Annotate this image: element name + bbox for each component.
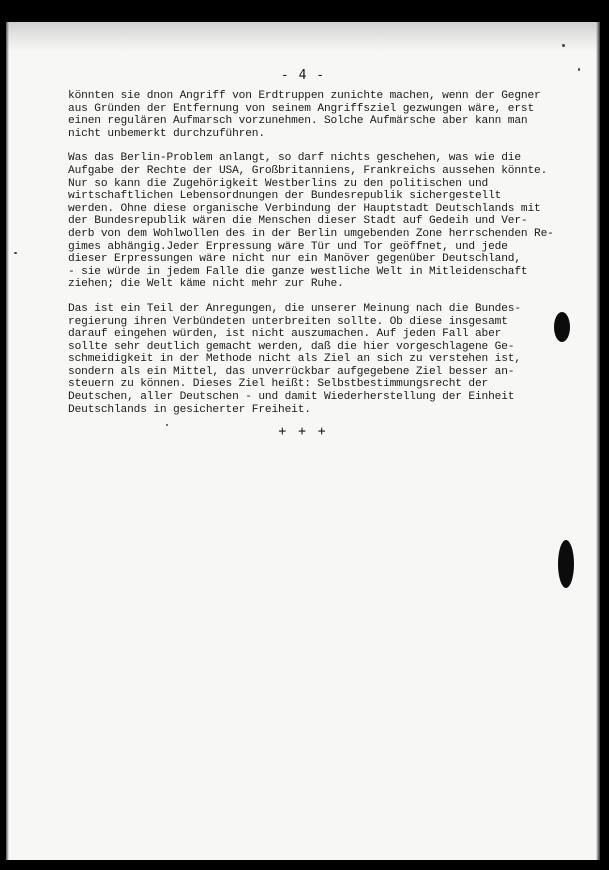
text-line: einen regulären Aufmarsch vorzunehmen. Solche Aufmärsche aber kann man	[68, 115, 528, 128]
text-line: ziehen; die Welt käme nicht mehr zur Ruhe.	[68, 278, 344, 291]
text-line: werden. Ohne diese organische Verbindung der Hauptstadt Deutschlands mit	[68, 202, 541, 215]
body-text	[68, 90, 588, 428]
text-line: wirtschaftlichen Lebensordnungen der Bundesrepublik sichergestellt	[68, 190, 502, 203]
scan-speck	[14, 252, 17, 254]
text-line: Deutschlands in gesicherter Freiheit.	[68, 403, 311, 416]
text-line: derb von dem Wohlwollen des in der Berlin umgebenden Zone herrschenden Re-	[68, 227, 554, 240]
text-line: Nur so kann die Zugehörigkeit Westberlins zu den politischen und	[68, 177, 489, 190]
page-number: - 4 -	[280, 68, 326, 83]
scan-speck	[562, 44, 565, 47]
paragraph-1	[68, 90, 588, 140]
text-line: sondern als ein Mittel, das unverrückbar aufgegebene Ziel besser an-	[68, 365, 515, 378]
scan-speck	[166, 424, 168, 426]
scan-speck	[578, 68, 580, 71]
text-line: - sie würde in jedem Falle die ganze westliche Welt in Mitleidenschaft	[68, 265, 528, 278]
document-page	[6, 22, 600, 860]
text-line: Das ist ein Teil der Anregungen, die unserer Meinung nach die Bundes-	[68, 302, 521, 315]
text-line: aus Gründen der Entfernung von seinem Angriffsziel gezwungen wäre, erst	[68, 102, 535, 115]
text-line: gimes abhängig.Jeder Erpressung wäre Tür und Tor geöffnet, und jede	[68, 240, 508, 253]
paragraph-3	[68, 303, 588, 416]
end-mark: + + +	[278, 424, 328, 439]
scan-top-band	[6, 22, 600, 52]
text-line: steuern zu können. Dieses Ziel heißt: Selbstbestimmungsrecht der	[68, 378, 489, 391]
scan-left-edge	[6, 22, 9, 860]
punch-hole-mark	[558, 540, 574, 588]
paragraph-2	[68, 152, 588, 291]
text-line: regierung ihren Verbündeten unterbreiten sollte. Ob diese insgesamt	[68, 315, 508, 328]
text-line: darauf eingehen würden, ist nicht auszumachen. Auf jeden Fall aber	[68, 328, 502, 341]
text-line: Was das Berlin-Problem anlangt, so darf nichts geschehen, was wie die	[68, 152, 521, 165]
punch-hole-mark	[554, 312, 570, 342]
text-line: Deutschen, aller Deutschen - und damit Wiederherstellung der Einheit	[68, 391, 515, 404]
scan-right-edge	[596, 22, 600, 860]
text-line: dieser Erpressungen wäre nicht nur ein Manöver gegenüber Deutschland,	[68, 253, 521, 266]
text-line: schmeidigkeit in der Methode nicht als Ziel an sich zu verstehen ist,	[68, 353, 521, 366]
text-line: könnten sie dnon Angriff von Erdtruppen zunichte machen, wenn der Gegner	[68, 90, 541, 102]
text-line: nicht unbemerkt durchzuführen.	[68, 127, 265, 140]
text-line: der Bundesrepublik wären die Menschen dieser Stadt auf Gedeih und Ver-	[68, 215, 528, 228]
text-line: Aufgabe der Rechte der USA, Großbritanniens, Frankreichs aussehen könnte.	[68, 164, 548, 177]
text-line: sollte sehr deutlich gemacht werden, daß die hier vorgeschlagene Ge-	[68, 340, 515, 353]
